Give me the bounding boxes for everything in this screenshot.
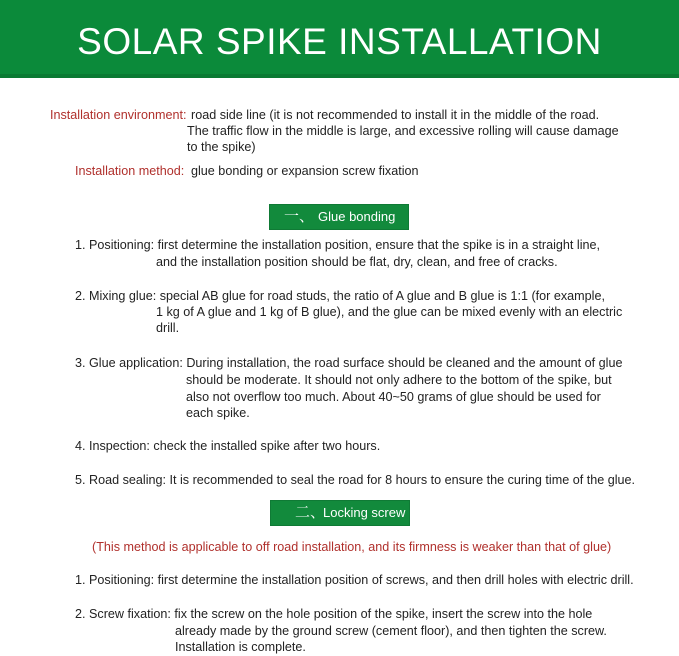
page-title: SOLAR SPIKE INSTALLATION: [77, 21, 602, 62]
glue-step-5: 5. Road sealing: It is recommended to seal the road for 8 hours to ensure the curing time of the glue.: [75, 473, 636, 487]
glue-step-3-line-3: also not overflow too much. About 40~50 grams of glue should be used for: [186, 390, 601, 404]
glue-step-3-line-2: should be moderate. It should not only adhere to the bottom of the spike, but: [186, 373, 612, 387]
glue-step-4: 4. Inspection: check the installed spike after two hours.: [75, 439, 381, 453]
env-line-1: road side line (it is not recommended to install it in the middle of the road.: [191, 108, 600, 122]
method-value: glue bonding or expansion screw fixation: [191, 164, 419, 178]
glue-step-3-line-1: 3. Glue application: During installation, the road surface should be cleaned and the amount of glue: [75, 356, 623, 370]
env-label: Installation environment:: [50, 108, 187, 122]
section-badge-locking-screw: [270, 500, 410, 526]
title-banner-edge: [0, 74, 679, 78]
section-title: Locking screw: [323, 505, 406, 520]
env-line-2: The traffic flow in the middle is large, and excessive rolling will cause damage: [187, 124, 619, 138]
glue-step-2-line-2: 1 kg of A glue and 1 kg of B glue), and the glue can be mixed evenly with an electric: [156, 305, 623, 319]
section-number: 二、: [295, 504, 326, 521]
screw-method-note: (This method is applicable to off road installation, and its firmness is weaker than that of glue): [92, 540, 612, 554]
screw-step-2-line-2: already made by the ground screw (cement floor), and then tighten the screw.: [175, 624, 607, 638]
glue-step-1-line-2: and the installation position should be flat, dry, clean, and free of cracks.: [156, 255, 558, 269]
method-label: Installation method:: [75, 164, 185, 178]
screw-step-1: 1. Positioning: first determine the installation position of screws, and then drill holes with electric drill.: [75, 573, 634, 587]
env-line-3: to the spike): [187, 140, 256, 154]
section-number: 一、: [284, 208, 315, 225]
glue-step-2-line-3: drill.: [156, 321, 180, 335]
screw-step-2-line-3: Installation is complete.: [175, 640, 306, 654]
screw-step-2-line-1: 2. Screw fixation: fix the screw on the hole position of the spike, insert the screw into the hole: [75, 607, 593, 621]
glue-step-1-line-1: 1. Positioning: first determine the installation position, ensure that the spike is in a straight line,: [75, 238, 601, 252]
glue-step-2-line-1: 2. Mixing glue: special AB glue for road studs, the ratio of A glue and B glue is 1:1 (for example,: [75, 289, 605, 303]
section-title: Glue bonding: [318, 209, 396, 224]
section-badge-glue-bonding: [269, 204, 409, 230]
glue-step-3-line-4: each spike.: [186, 406, 250, 420]
